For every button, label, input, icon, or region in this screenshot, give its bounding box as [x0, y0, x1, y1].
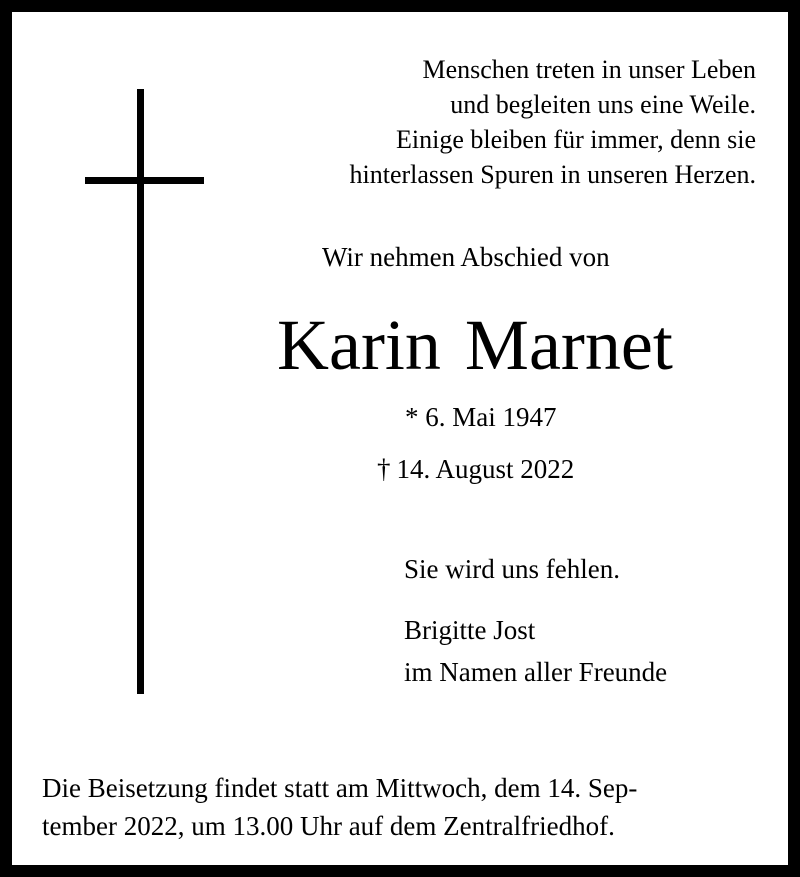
dagger-symbol: †	[377, 454, 391, 484]
funeral-notice	[42, 769, 787, 845]
signature-line: im Namen aller Freunde	[404, 657, 668, 687]
birth-date: * 6. Mai 1947	[405, 402, 557, 432]
poem-line: und begleiten uns eine Weile.	[450, 90, 756, 119]
signature-name: Brigitte Jost	[404, 615, 536, 645]
death-date: 14. August 2022	[396, 454, 575, 484]
funeral-line: tember 2022, um 13.00 Uhr auf dem Zentralfriedhof.	[42, 811, 615, 841]
intro-text: Wir nehmen Abschied von	[322, 242, 610, 272]
poem-line: Einige bleiben für immer, denn sie	[396, 125, 756, 154]
signature-block	[404, 609, 667, 693]
funeral-line: Die Beisetzung findet statt am Mittwoch, dem 14. Sep-	[42, 773, 638, 803]
poem-line: Menschen treten in unser Leben	[422, 55, 756, 84]
poem	[236, 52, 756, 192]
death-date-line	[377, 452, 574, 486]
cross-horizontal-bar	[85, 177, 204, 184]
deceased-name: Karin Marnet	[277, 305, 673, 385]
poem-line: hinterlassen Spuren in unseren Herzen.	[349, 160, 756, 189]
farewell-text: Sie wird uns fehlen.	[404, 554, 620, 584]
